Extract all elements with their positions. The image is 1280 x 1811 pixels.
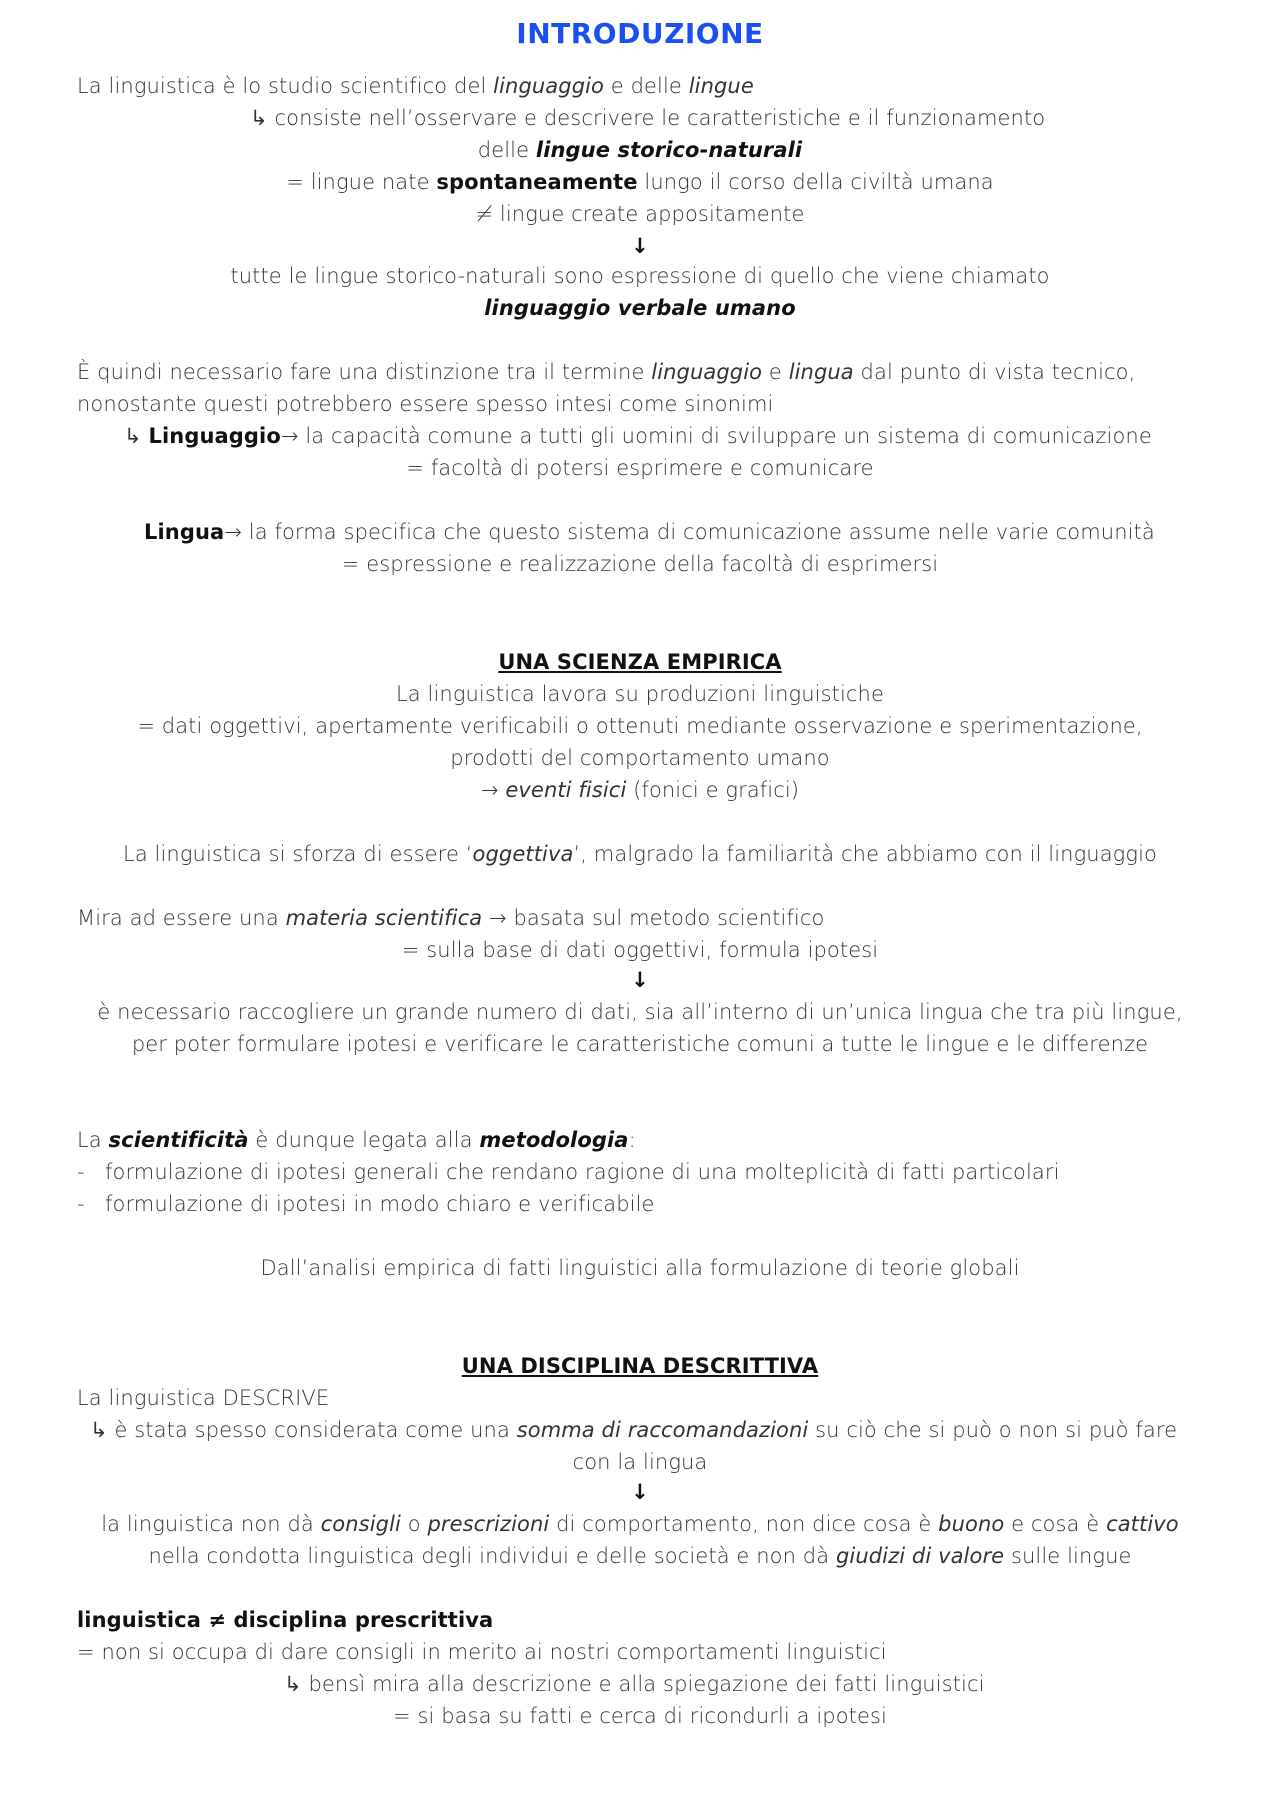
- descrittiva-line-10: = si basa su fatti e cerca di ricondurli a ipotesi: [392, 1704, 887, 1728]
- empirica-line-2: = dati oggettivi, apertamente verificabili o ottenuti mediante osservazione e sperimentazione,: [137, 714, 1143, 738]
- down-arrow-icon: ↓: [631, 968, 649, 992]
- intro-line-1: La linguistica è lo studio scientifico del linguaggio e delle lingue: [77, 74, 754, 98]
- section-heading-empirica: UNA SCIENZA EMPIRICA: [498, 650, 782, 674]
- list-item: - formulazione di ipotesi in modo chiaro e verificabile: [77, 1192, 655, 1216]
- intro-line-3: delle lingue storico-naturali: [477, 138, 803, 162]
- descrittiva-line-6: nella condotta linguistica degli individui e delle società e non dà giudizi di valore sulle lingue: [148, 1544, 1132, 1568]
- intro-line-7: tutte le lingue storico-naturali sono espressione di quello che viene chiamato: [230, 264, 1050, 288]
- empirica-line-3: prodotti del comportamento umano: [450, 746, 830, 770]
- page-title: INTRODUZIONE: [516, 17, 764, 50]
- linguaggio-definition: ↳ Linguaggio→ la capacità comune a tutti gli uomini di sviluppare un sistema di comunicazione: [124, 424, 1152, 448]
- intro-para2-line-2: nonostante questi potrebbero essere spesso intesi come sinonimi: [77, 392, 774, 416]
- linguaggio-definition-line-2: = facoltà di potersi esprimere e comunicare: [406, 456, 874, 480]
- lingua-definition: Lingua→ la forma specifica che questo sistema di comunicazione assume nelle varie comunità: [144, 520, 1155, 544]
- empirica-line-9: è necessario raccogliere un grande numero di dati, sia all’interno di un’unica lingua che tra più lingue,: [97, 1000, 1183, 1024]
- empirica-line-7: = sulla base di dati oggettivi, formula ipotesi: [401, 938, 879, 962]
- lingua-definition-line-2: = espressione e realizzazione della facoltà di esprimersi: [341, 552, 939, 576]
- list-item: - formulazione di ipotesi generali che rendano ragione di una molteplicità di fatti particolari: [77, 1160, 1060, 1184]
- down-arrow-icon: ↓: [631, 234, 649, 258]
- empirica-line-12: Dall’analisi empirica di fatti linguistici alla formulazione di teorie globali: [260, 1256, 1020, 1280]
- descrittiva-line-9: ↳ bensì mira alla descrizione e alla spiegazione dei fatti linguistici: [284, 1672, 985, 1696]
- descrittiva-line-2: ↳ è stata spesso considerata come una somma di raccomandazioni su ciò che si può o non si può fare: [90, 1418, 1178, 1442]
- intro-line-8: linguaggio verbale umano: [484, 296, 796, 320]
- empirica-line-11: La scientificità è dunque legata alla metodologia:: [77, 1128, 636, 1152]
- section-heading-descrittiva: UNA DISCIPLINA DESCRITTIVA: [461, 1354, 819, 1378]
- descrittiva-line-8: = non si occupa di dare consigli in merito ai nostri comportamenti linguistici: [77, 1640, 887, 1664]
- empirica-line-5: La linguistica si sforza di essere ‘oggettiva’, malgrado la familiarità che abbiamo con il linguaggio: [123, 842, 1157, 866]
- empirica-line-4: → eventi fisici (fonici e grafici): [480, 778, 800, 802]
- empirica-line-6: Mira ad essere una materia scientifica → basata sul metodo scientifico: [77, 906, 825, 930]
- intro-line-5: ≠ lingue create appositamente: [475, 202, 805, 226]
- descrittiva-line-3: con la lingua: [572, 1450, 708, 1474]
- descrittiva-line-5: la linguistica non dà consigli o prescrizioni di comportamento, non dice cosa è buono e cosa è cattivo: [101, 1512, 1179, 1536]
- descrittiva-line-1: La linguistica DESCRIVE: [77, 1386, 330, 1410]
- intro-line-4: = lingue nate spontaneamente lungo il corso della civiltà umana: [286, 170, 994, 194]
- down-arrow-icon: ↓: [631, 1480, 649, 1504]
- empirica-line-1: La linguistica lavora su produzioni linguistiche: [396, 682, 884, 706]
- intro-para2-line-1: È quindi necessario fare una distinzione tra il termine linguaggio e lingua dal punto di vista tecnico,: [77, 360, 1136, 384]
- intro-line-2: ↳ consiste nell’osservare e descrivere le caratteristiche e il funzionamento: [250, 106, 1046, 130]
- empirica-line-10: per poter formulare ipotesi e verificare le caratteristiche comuni a tutte le lingue e le differenze: [131, 1032, 1149, 1056]
- descrittiva-line-7: linguistica ≠ disciplina prescrittiva: [77, 1608, 494, 1632]
